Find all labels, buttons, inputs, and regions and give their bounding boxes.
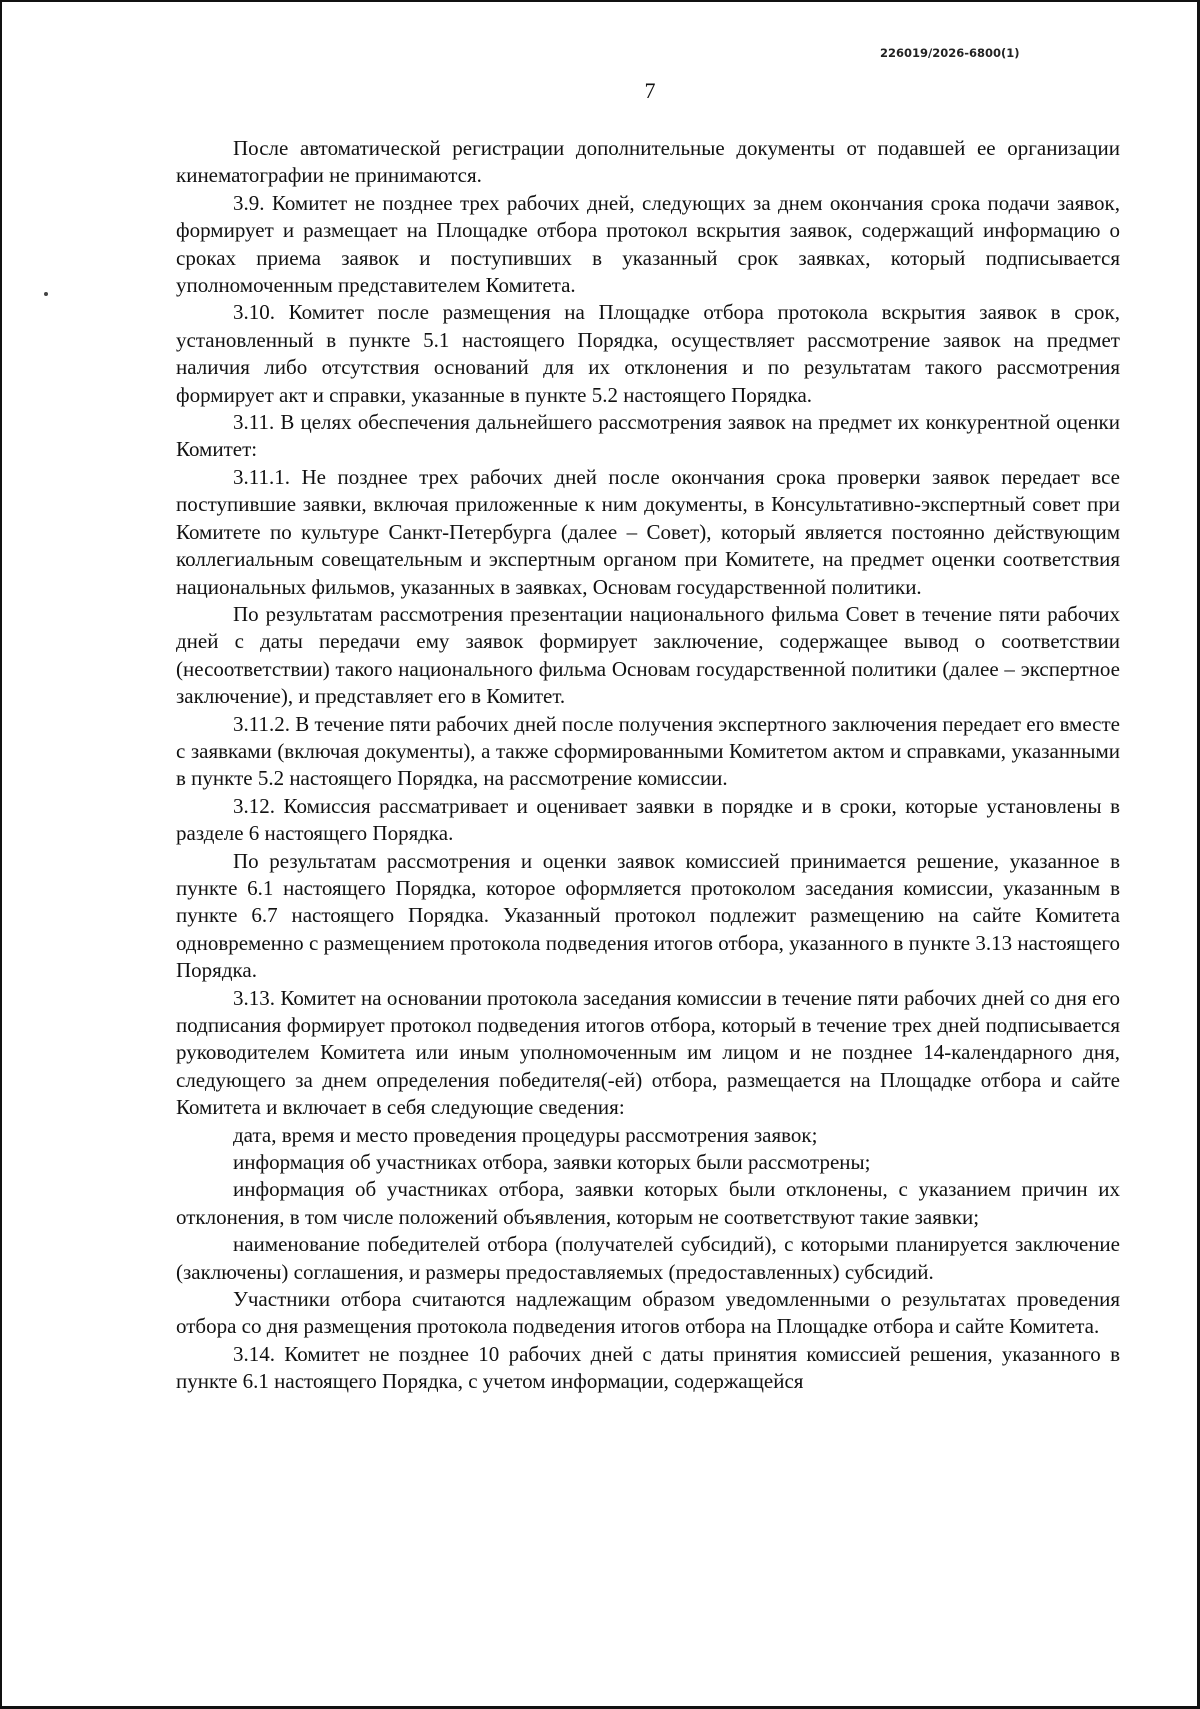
paragraph: наименование победителей отбора (получателей субсидий), с которыми планируется заключение (заключены) соглашения, и размеры предоставляемых (предоставленных) субсидий. xyxy=(176,1232,1120,1284)
paragraph: После автоматической регистрации дополнительные документы от подавшей ее организации кинематографии не принимаются. xyxy=(176,136,1120,188)
scan-speck xyxy=(44,292,48,296)
paragraph: По результатам рассмотрения и оценки заявок комиссией принимается решение, указанное в пункте 6.1 настоящего Порядка, которое оформляется протоколом заседания комиссии, указанным в пункте 6.7 настоящего Порядка. Указанный протокол подлежит размещению на сайте Комитета одновременно с размещением протокола подведения итогов отбора, указанного в пункте 3.13 настоящего Порядка. xyxy=(176,848,1120,983)
scan-border-left xyxy=(0,0,2,1709)
document-body xyxy=(176,135,1120,1396)
paragraph: 3.13. Комитет на основании протокола заседания комиссии в течение пяти рабочих дней со дня его подписания формирует протокол подведения итогов отбора, который в течение трех дней подписывается руководителем Комитета или иным уполномоченным им лицом и не позднее 14-календарного дня, следующего за днем определения победителя(-ей) отбора, размещается на Площадке отбора и сайте Комитета и включает в себя следующие сведения: xyxy=(176,985,1120,1120)
paragraph: 3.9. Комитет не позднее трех рабочих дней, следующих за днем окончания срока подачи заявок, формирует и размещает на Площадке отбора протокол вскрытия заявок, содержащий информацию о сроках приема заявок и поступивших в указанный срок заявках, который подписывается уполномоченным представителем Комитета. xyxy=(176,190,1120,298)
paragraph: дата, время и место проведения процедуры рассмотрения заявок; xyxy=(233,1122,818,1147)
scan-border-top xyxy=(0,0,1200,2)
paragraph: информация об участниках отбора, заявки которых были отклонены, с указанием причин их отклонения, в том числе положений объявления, которым не соответствуют такие заявки; xyxy=(176,1177,1120,1229)
paragraph: 3.12. Комиссия рассматривает и оценивает заявки в порядке и в сроки, которые установлены в разделе 6 настоящего Порядка. xyxy=(176,793,1120,846)
paragraph: По результатам рассмотрения презентации национального фильма Совет в течение пяти рабочих дней с даты передачи ему заявок формирует заключение, содержащее вывод о соответствии (несоответствии) такого национального фильма Основам государственной политики (далее – экспертное заключение), и представляет его в Комитет. xyxy=(176,601,1120,709)
paragraph: 3.11. В целях обеспечения дальнейшего рассмотрения заявок на предмет их конкурентной оценки Комитет: xyxy=(176,410,1120,462)
document-id: 226019/2026-6800(1) xyxy=(880,46,1020,60)
page-number: 7 xyxy=(644,78,656,103)
paragraph: 3.14. Комитет не позднее 10 рабочих дней с даты принятия комиссией решения, указанного в пункте 6.1 настоящего Порядка, с учетом информации, содержащейся xyxy=(176,1341,1120,1394)
paragraph: Участники отбора считаются надлежащим образом уведомленными о результатах проведения отбора со дня размещения протокола подведения итогов отбора на Площадке отбора и сайте Комитета. xyxy=(176,1287,1120,1339)
paragraph: 3.10. Комитет после размещения на Площадке отбора протокола вскрытия заявок в срок, установленный в пункте 5.1 настоящего Порядка, осуществляет рассмотрение заявок на предмет наличия либо отсутствия оснований для их отклонения и по результатам такого рассмотрения формирует акт и справки, указанные в пункте 5.2 настоящего Порядка. xyxy=(176,300,1120,407)
paragraph: информация об участниках отбора, заявки которых были рассмотрены; xyxy=(233,1150,871,1175)
paragraph: 3.11.1. Не позднее трех рабочих дней после окончания срока проверки заявок передает все поступившие заявки, включая приложенные к ним документы, в Консультативно-экспертный совет при Комитете по культуре Санкт-Петербурга (далее – Совет), который является постоянно действующим коллегиальным совещательным и экспертным органом при Комитете, на предмет оценки соответствия национальных фильмов, указанных в заявках, Основам государственной политики. xyxy=(176,464,1120,599)
paragraph: 3.11.2. В течение пяти рабочих дней после получения экспертного заключения передает его вместе с заявками (включая документы), а также сформированными Комитетом актом и справками, указанными в пункте 5.2 настоящего Порядка, на рассмотрение комиссии. xyxy=(176,711,1120,791)
